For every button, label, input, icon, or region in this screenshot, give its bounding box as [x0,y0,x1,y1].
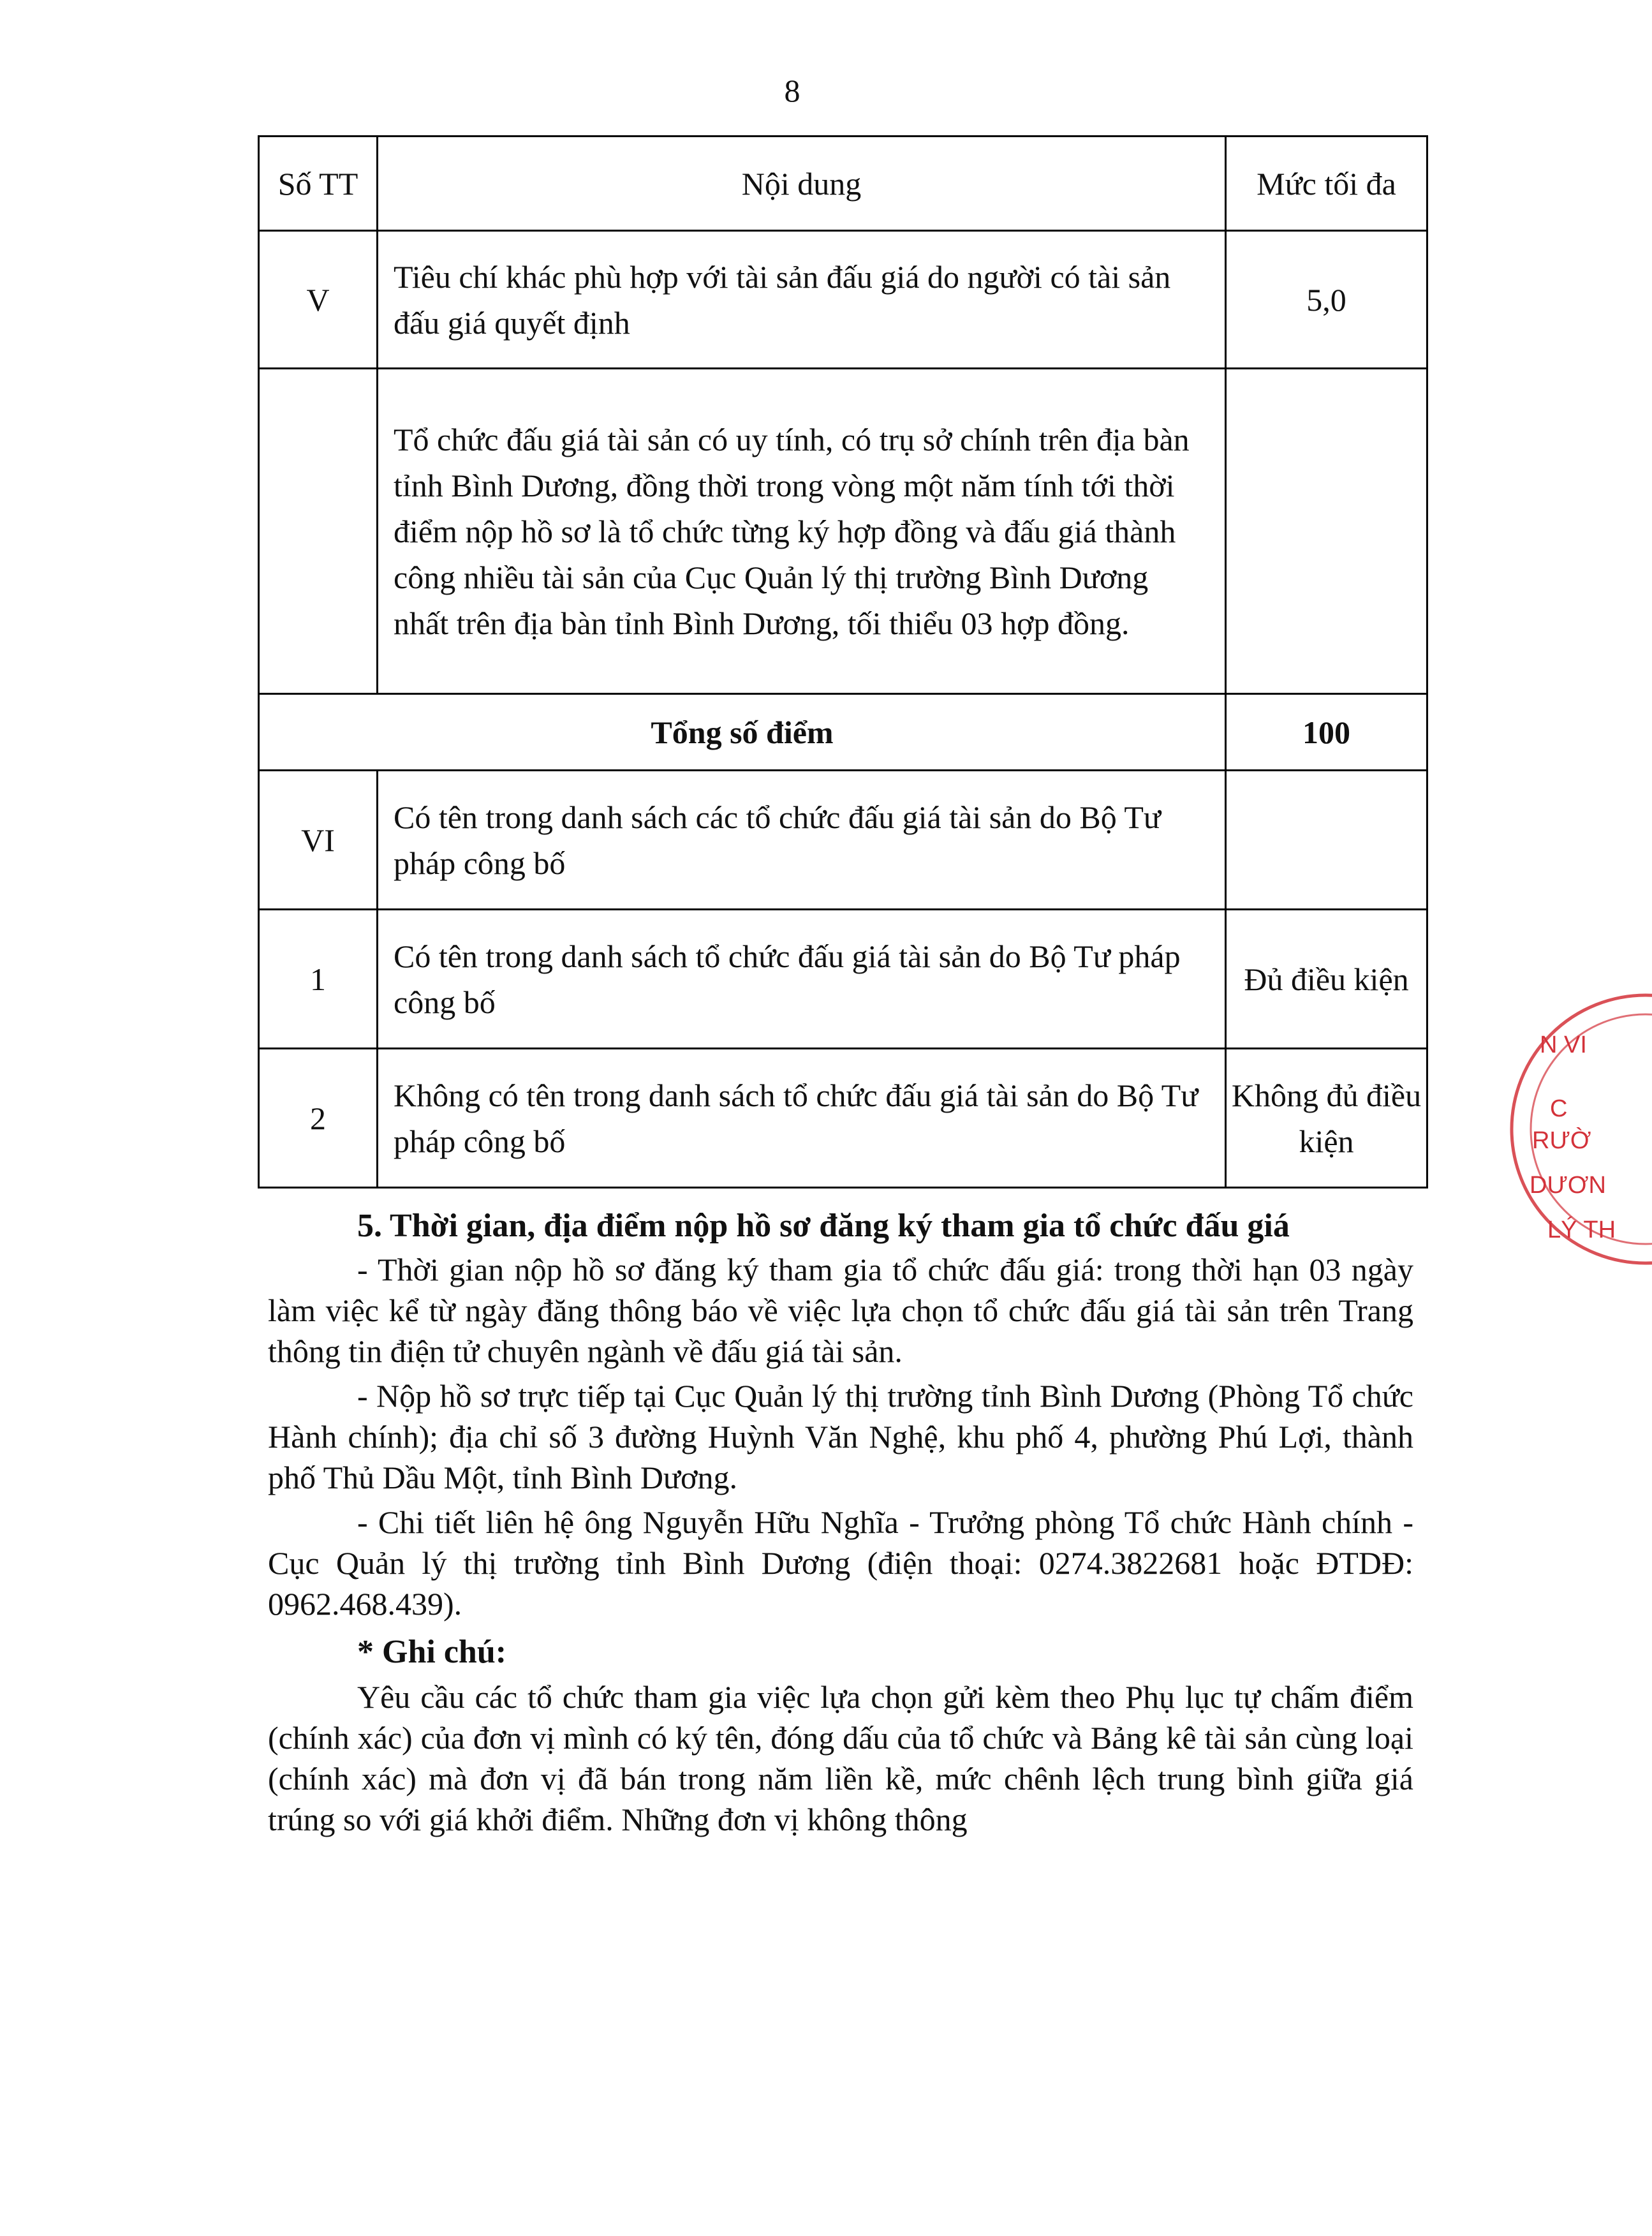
row-content: Tiêu chí khác phù hợp với tài sản đấu giá do người có tài sản đấu giá quyết định [378,231,1226,369]
header-max: Mức tối đa [1226,137,1427,231]
row-max: Không đủ điều kiện [1226,1049,1427,1188]
official-seal-stamp [1486,982,1652,1276]
table-row [259,910,1427,1049]
section5-paragraph: - Chi tiết liên hệ ông Nguyễn Hữu Nghĩa - Trưởng phòng Tổ chức Hành chính - Cục Quản lý thị trường tỉnh Bình Dương (điện thoại: 0274.3822681 hoặc ĐTDĐ: 0962.468.439). [268,1504,1413,1622]
stamp-fragment: N VI [1540,1032,1587,1058]
total-row [259,694,1427,771]
row-max [1226,369,1427,694]
row-no: 2 [259,1049,378,1188]
body-text [268,1206,1413,1844]
table-row [259,369,1427,694]
row-no [259,369,378,694]
section5-paragraph: - Thời gian nộp hồ sơ đăng ký tham gia tổ chức đấu giá: trong thời hạn 03 ngày làm việc kể từ ngày đăng thông báo về việc lựa chọn tổ chức đấu giá tài sản trên Trang thông tin điện tử chuyên ngành về đấu giá tài sản. [268,1252,1413,1369]
stamp-fragment: RƯỜ [1532,1127,1591,1154]
header-no: Số TT [259,137,378,231]
note-text: Yêu cầu các tổ chức tham gia việc lựa chọn gửi kèm theo Phụ lục tự chấm điểm (chính xác) của đơn vị mình có ký tên, đóng dấu của tổ chức và Bảng kê tài sản cùng loại (chính xác) mà đơn vị đã bán trong năm liền kề, mức chênh lệch trung bình giữa giá trúng so với giá khởi điểm. Những đơn vị không thông [268,1679,1413,1837]
total-value: 100 [1226,694,1427,771]
row-content: Có tên trong danh sách các tổ chức đấu giá tài sản do Bộ Tư pháp công bố [378,771,1226,910]
total-label: Tổng số điểm [259,694,1226,771]
section5-paragraph: - Nộp hồ sơ trực tiếp tại Cục Quản lý thị trường tỉnh Bình Dương (Phòng Tổ chức Hành chính); địa chỉ số 3 đường Huỳnh Văn Nghệ, khu phố 4, phường Phú Lợi, thành phố Thủ Dầu Một, tỉnh Bình Dương. [268,1378,1413,1495]
page-number: 8 [784,73,800,108]
table-row [259,231,1427,369]
header-content: Nội dung [378,137,1226,231]
row-content: Có tên trong danh sách tổ chức đấu giá tài sản do Bộ Tư pháp công bố [378,910,1226,1049]
row-max: 5,0 [1226,231,1427,369]
row-content: Không có tên trong danh sách tổ chức đấu giá tài sản do Bộ Tư pháp công bố [378,1049,1226,1188]
stamp-fragment: DƯƠN [1530,1172,1606,1199]
table-header-row [259,137,1427,231]
row-max: Đủ điều kiện [1226,910,1427,1049]
table-row [259,1049,1427,1188]
criteria-table [258,135,1428,1188]
row-no: 1 [259,910,378,1049]
note-heading: * Ghi chú: [357,1634,507,1670]
section5-heading: 5. Thời gian, địa điểm nộp hồ sơ đăng ký tham gia tổ chức đấu giá [357,1208,1290,1244]
row-no: V [259,231,378,369]
row-content: Tổ chức đấu giá tài sản có uy tính, có trụ sở chính trên địa bàn tỉnh Bình Dương, đồng thời trong vòng một năm tính tới thời điểm nộp hồ sơ là tổ chức từng ký hợp đồng và đấu giá thành công nhiều tài sản của Cục Quản lý thị trường Bình Dương nhất trên địa bàn tỉnh Bình Dương, tối thiểu 03 hợp đồng. [378,369,1226,694]
stamp-fragment: C [1550,1095,1568,1122]
row-no: VI [259,771,378,910]
row-max [1226,771,1427,910]
table-row [259,771,1427,910]
stamp-fragment: LÝ TH [1547,1217,1616,1243]
